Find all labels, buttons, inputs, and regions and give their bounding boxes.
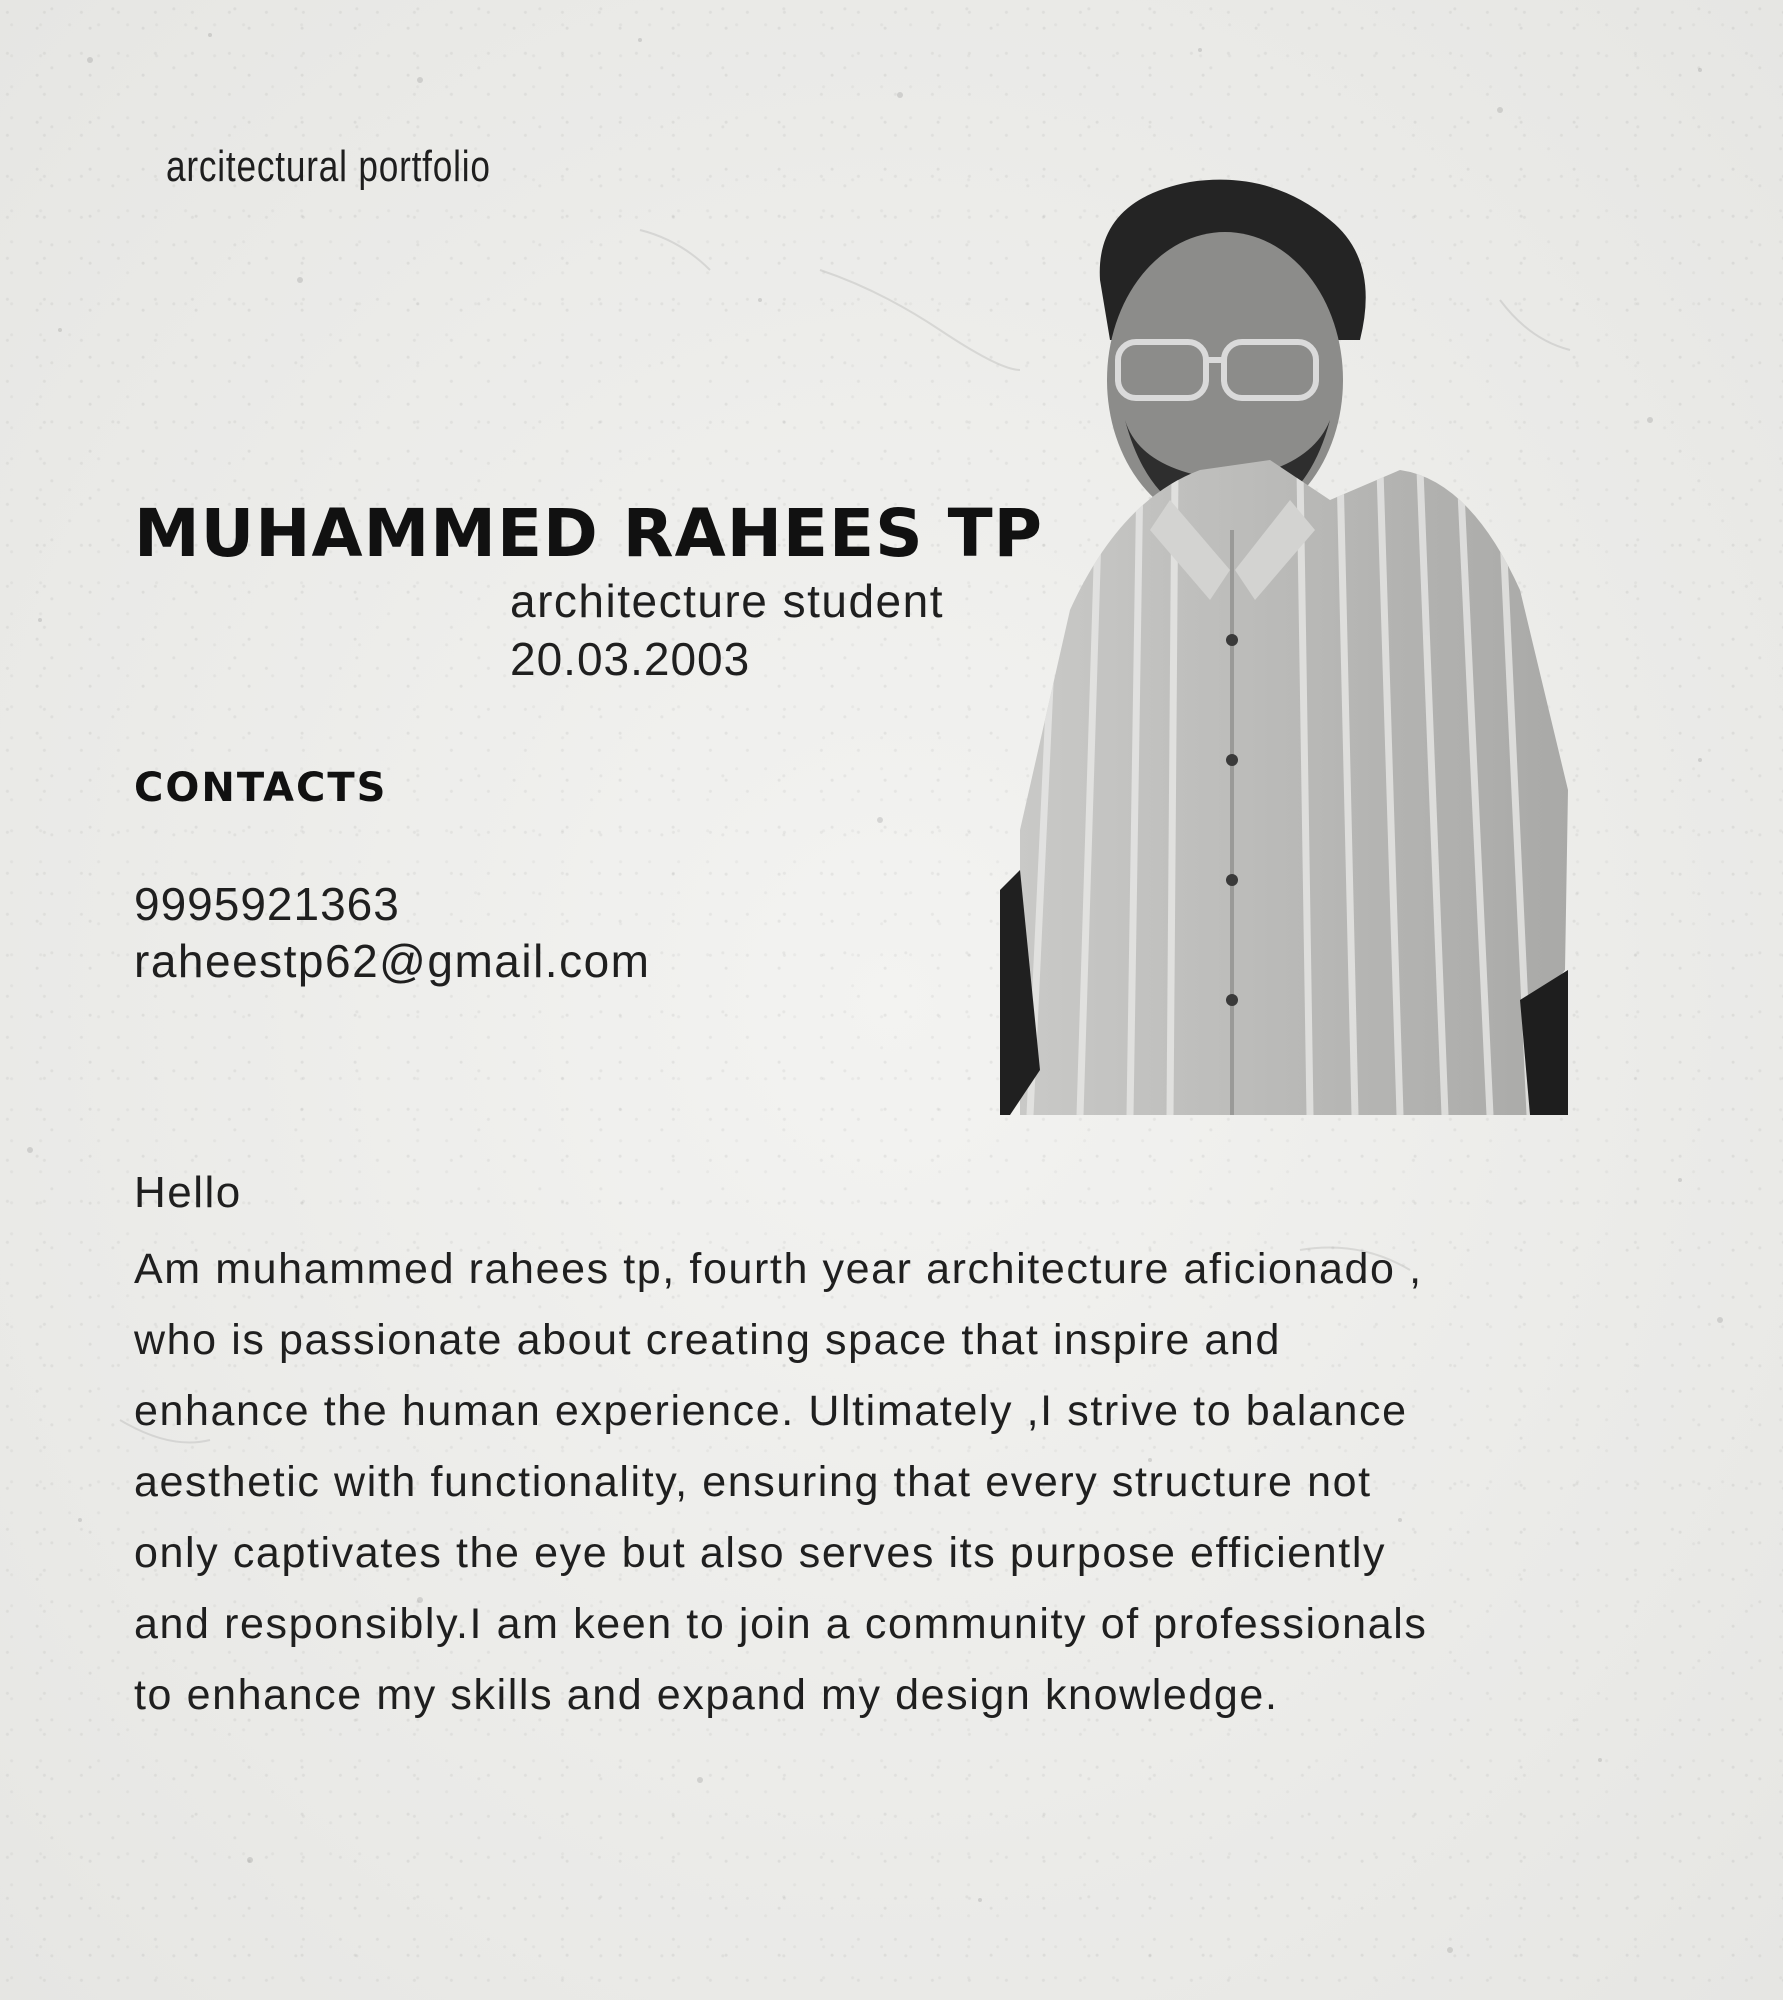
bio-line: aesthetic with functionality, ensuring that every structure not <box>134 1458 1372 1506</box>
bio-greeting: Hello <box>134 1168 242 1217</box>
phone-number: 9995921363 <box>134 878 400 930</box>
student-name: MUHAMMED RAHEES TP <box>134 495 1043 572</box>
bio-line: only captivates the eye but also serves its purpose efficiently <box>134 1529 1387 1577</box>
person-portrait-icon <box>1000 170 1572 1115</box>
student-role: architecture student <box>510 575 945 627</box>
bio-line: Am muhammed rahees tp, fourth year architecture aficionado , <box>134 1245 1423 1293</box>
bio-line: who is passionate about creating space that inspire and <box>134 1316 1281 1364</box>
bio-line: and responsibly.I am keen to join a community of professionals <box>134 1600 1428 1648</box>
bio-line: to enhance my skills and expand my design knowledge. <box>134 1671 1279 1719</box>
contacts-heading: CONTACTS <box>134 765 388 811</box>
portfolio-subtitle: arcitectural portfolio <box>166 142 491 191</box>
bio-paragraph <box>134 1234 1634 1731</box>
date-of-birth: 20.03.2003 <box>510 633 751 685</box>
bio-line: enhance the human experience. Ultimately ,I strive to balance <box>134 1387 1408 1435</box>
portrait-photo <box>1000 170 1572 1115</box>
email-address: raheestp62@gmail.com <box>134 935 651 987</box>
